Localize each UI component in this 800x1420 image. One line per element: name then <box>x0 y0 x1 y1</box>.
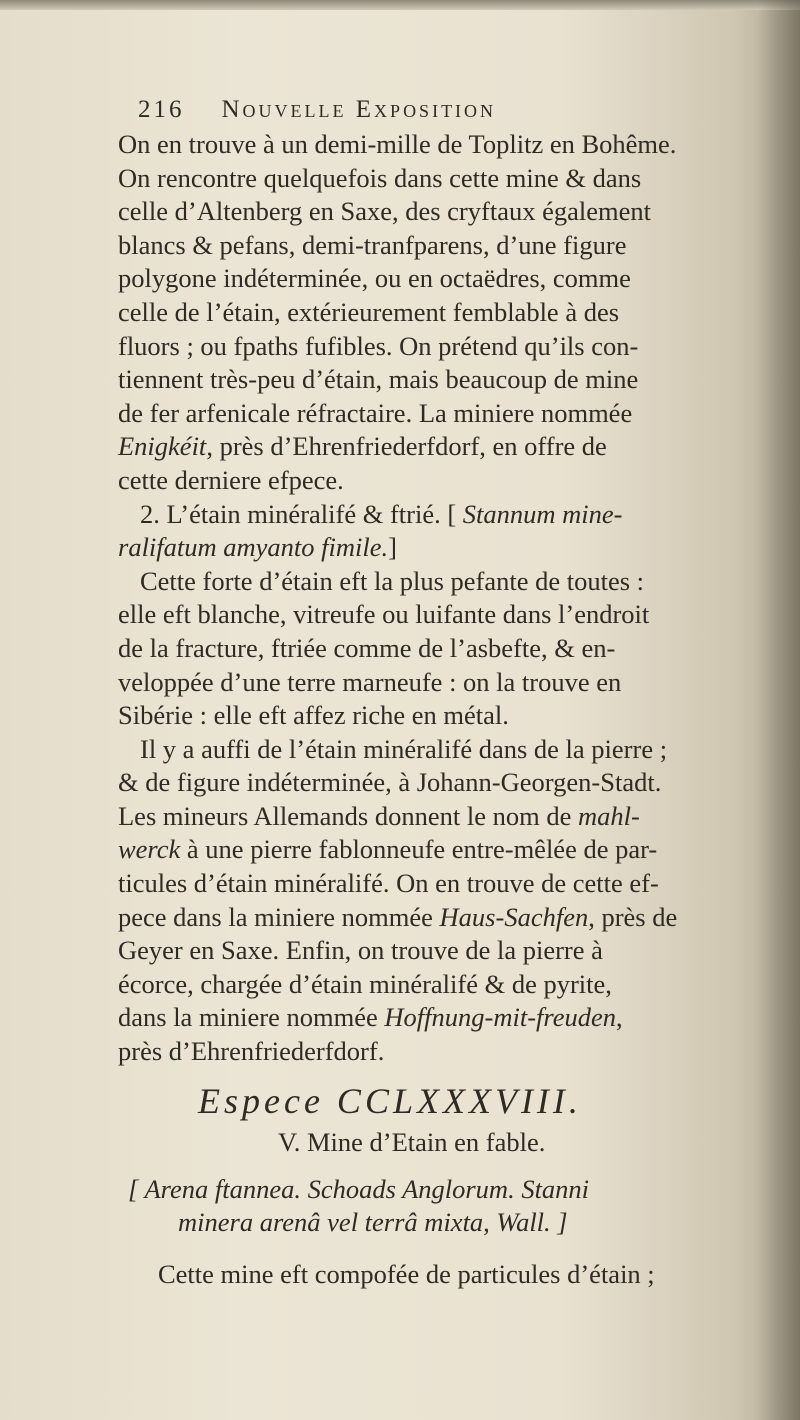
place-name-hoffnung: Hoffnung-mit-freuden <box>384 1002 616 1033</box>
latin-name: Stannum mine- <box>462 498 623 529</box>
paragraph-3 <box>118 733 758 800</box>
text-line: écorce, chargée d’étain minéralifé & de pyrite, <box>118 968 612 999</box>
text-fragment: Les mineurs Allemands donnent le nom de <box>118 800 578 831</box>
text-line: elle eft blanche, vitreufe ou luifante dans l’endroit <box>118 599 650 630</box>
text-line: de la fracture, ftriée comme de l’asbefte, & en- <box>118 632 616 663</box>
text-fragment: dans la miniere nommée <box>118 1002 385 1033</box>
text-line: Sibérie : elle eft affez riche en métal. <box>118 700 509 731</box>
text-fragment: , <box>615 1002 623 1033</box>
text-line: blancs & pefans, demi-tranfparens, d’une figure <box>118 229 627 260</box>
spacer <box>118 1240 758 1258</box>
text-line: celle d’Altenberg en Saxe, des cryftaux également <box>118 196 651 227</box>
text-line: près d’Ehrenfriederfdorf. <box>118 1036 385 1067</box>
text-line-haus <box>118 901 758 935</box>
running-title: Nouvelle Exposition <box>221 96 497 123</box>
text-fragment: 2. L’étain minéralifé & ftrié. [ <box>140 498 457 529</box>
text-line: On en trouve à un demi-mille de Toplitz en Bohême. <box>118 129 677 159</box>
place-name-enigkeit: Enigkéit <box>118 431 207 462</box>
running-head <box>138 92 758 128</box>
paragraph-1 <box>118 128 758 430</box>
text-line: Il y a auffi de l’étain minéralifé dans de la pierre ; <box>140 733 668 764</box>
section-2-title-cont <box>118 531 758 565</box>
text-line-enigk <box>118 430 758 464</box>
spacer <box>118 1161 758 1173</box>
paragraph-2 <box>118 565 758 733</box>
text-line: veloppée d’une terre marneufe : on la trouve en <box>118 666 622 697</box>
text-line: On rencontre quelquefois dans cette mine & dans <box>118 162 642 193</box>
term-werck: werck <box>118 834 181 865</box>
page-top-edge <box>0 0 800 10</box>
text-fragment: pece dans la miniere nommée <box>118 901 440 932</box>
term-mahlwerck: mahl- <box>578 800 640 831</box>
text-line: Cette forte d’étain eft la plus pefante de toutes : <box>140 565 645 596</box>
latin-name-cont: ralifatum amyanto fimile. <box>118 532 389 563</box>
synonym-line-2: minera arenâ vel terrâ mixta, Wall. ] <box>178 1207 568 1238</box>
text-line-hoff <box>118 1001 758 1035</box>
text-line-mahl <box>118 800 758 834</box>
section-2-title <box>118 498 758 532</box>
text-fragment: , près de <box>588 901 678 932</box>
text-fragment: à une pierre fablonneufe entre-mêlée de par- <box>180 834 658 865</box>
place-name-haus-sachfen: Haus-Sachfen <box>439 901 589 932</box>
text-line: de fer arfenicale réfractaire. La miniere nommée <box>118 397 633 428</box>
text-line: cette derniere efpece. <box>118 464 344 495</box>
text-line-werck <box>118 833 758 867</box>
paragraph-3-cont-2 <box>118 934 758 1001</box>
final-line: Cette mine eft compofée de particules d’étain ; <box>158 1258 655 1289</box>
text-line: & de figure indéterminée, à Johann-Georgen-Stadt. <box>118 767 662 798</box>
bracket: ] <box>388 532 397 563</box>
synonym-line-1: [ Arena ftannea. Schoads Anglorum. Stanni <box>128 1173 590 1204</box>
species-heading: Espece CCLXXXVIII. <box>198 1080 582 1121</box>
text-line: fluors ; ou fpaths fufibles. On prétend qu’ils con- <box>118 330 639 361</box>
paragraph-3-cont <box>118 867 758 901</box>
text-line: celle de l’étain, extérieurement femblable à des <box>118 296 620 327</box>
text-line: ticules d’étain minéralifé. On en trouve de cette ef- <box>118 868 659 899</box>
text-line: tiennent très-peu d’étain, mais beaucoup de mine <box>118 364 639 395</box>
page-text <box>118 92 758 1291</box>
page-number: 216 <box>138 96 185 123</box>
text-line: Geyer en Saxe. Enfin, on trouve de la pierre à <box>118 935 603 966</box>
text-line: polygone indéterminée, ou en octaëdres, comme <box>118 263 631 294</box>
species-subheading: V. Mine d’Etain en fable. <box>278 1126 546 1157</box>
page-gutter-shadow <box>758 0 800 1420</box>
text-fragment: , près d’Ehrenfriederfdorf, en offre de <box>206 431 607 462</box>
